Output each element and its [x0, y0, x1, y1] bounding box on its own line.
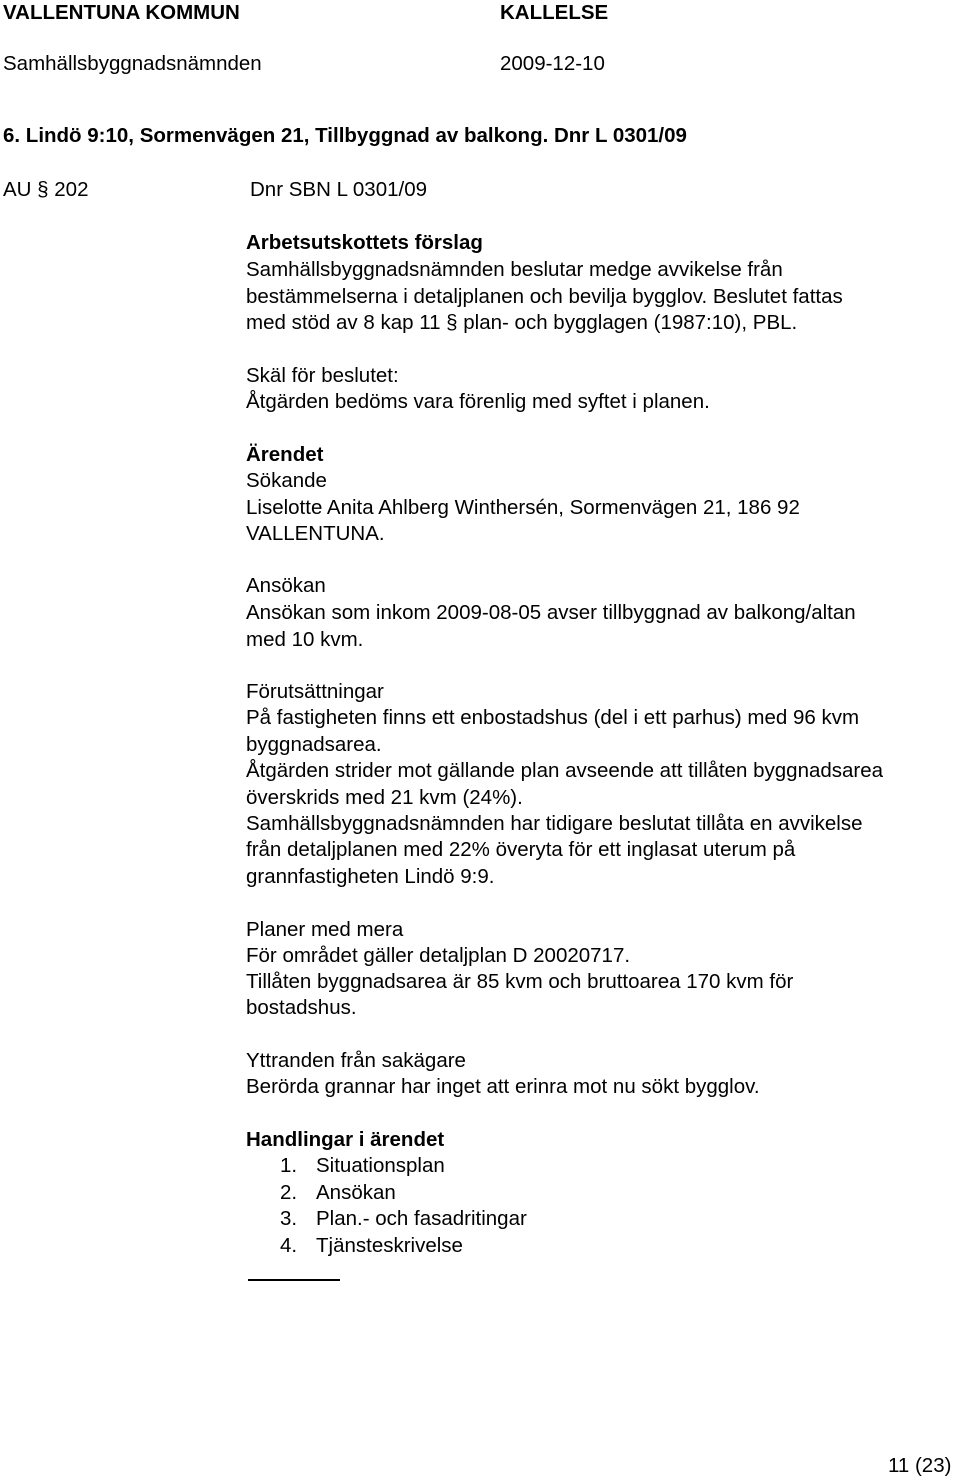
applicant-line: Liselotte Anita Ahlberg Winthersén, Sormenvägen 21, 186 92	[246, 496, 800, 519]
plans-label: Planer med mera	[246, 918, 404, 941]
conditions-line: På fastigheten finns ett enbostadshus (del i ett parhus) med 96 kvm	[246, 706, 860, 729]
conditions-line: byggnadsarea.	[246, 733, 382, 756]
reason-label: Skäl för beslutet:	[246, 364, 399, 387]
proposal-line: Samhällsbyggnadsnämnden beslutar medge avvikelse från	[246, 258, 783, 281]
page-number: 11 (23)	[888, 1454, 952, 1477]
au-reference: AU § 202	[3, 178, 89, 201]
list-item-text: Plan.- och fasadritingar	[316, 1207, 527, 1230]
list-item-text: Tjänsteskrivelse	[316, 1234, 463, 1257]
arendet-heading: Ärendet	[246, 443, 324, 466]
meeting-date: 2009-12-10	[500, 52, 605, 75]
proposal-line: med stöd av 8 kap 11 § plan- och bygglagen (1987:10), PBL.	[246, 311, 798, 334]
doc-type: KALLELSE	[500, 1, 609, 24]
dnr-reference: Dnr SBN L 0301/09	[250, 178, 428, 201]
statements-text: Berörda grannar har inget att erinra mot nu sökt bygglov.	[246, 1075, 760, 1098]
application-line: med 10 kvm.	[246, 628, 364, 651]
conditions-line: från detaljplanen med 22% överyta för ett inglasat uterum på	[246, 838, 796, 861]
committee-name: Samhällsbyggnadsnämnden	[3, 52, 262, 75]
conditions-line: Samhällsbyggnadsnämnden har tidigare beslutat tillåta en avvikelse	[246, 812, 863, 835]
conditions-line: Åtgärden strider mot gällande plan avseende att tillåten byggnadsarea	[246, 759, 884, 782]
list-item-number: 1.	[280, 1154, 298, 1177]
plans-line: Tillåten byggnadsarea är 85 kvm och bruttoarea 170 kvm för	[246, 970, 794, 993]
list-item-number: 2.	[280, 1181, 298, 1204]
documents-heading: Handlingar i ärendet	[246, 1128, 445, 1151]
application-line: Ansökan som inkom 2009-08-05 avser tillbyggnad av balkong/altan	[246, 601, 856, 624]
plans-line: För området gäller detaljplan D 20020717.	[246, 944, 631, 967]
application-label: Ansökan	[246, 574, 326, 597]
reason-text: Åtgärden bedöms vara förenlig med syftet i planen.	[246, 390, 710, 413]
list-item-text: Situationsplan	[316, 1154, 445, 1177]
item-title: 6. Lindö 9:10, Sormenvägen 21, Tillbyggnad av balkong. Dnr L 0301/09	[3, 124, 687, 147]
proposal-heading: Arbetsutskottets förslag	[246, 231, 483, 254]
applicant-line: VALLENTUNA.	[246, 522, 385, 545]
list-item-number: 4.	[280, 1234, 298, 1257]
statements-label: Yttranden från sakägare	[246, 1049, 466, 1072]
conditions-line: överskrids med 21 kvm (24%).	[246, 786, 523, 809]
org-name: VALLENTUNA KOMMUN	[3, 1, 240, 24]
proposal-line: bestämmelserna i detaljplanen och bevilja bygglov. Beslutet fattas	[246, 285, 843, 308]
list-item-text: Ansökan	[316, 1181, 396, 1204]
end-rule	[248, 1279, 340, 1281]
list-item-number: 3.	[280, 1207, 298, 1230]
conditions-label: Förutsättningar	[246, 680, 384, 703]
applicant-label: Sökande	[246, 469, 327, 492]
conditions-line: grannfastigheten Lindö 9:9.	[246, 865, 495, 888]
plans-line: bostadshus.	[246, 996, 357, 1019]
